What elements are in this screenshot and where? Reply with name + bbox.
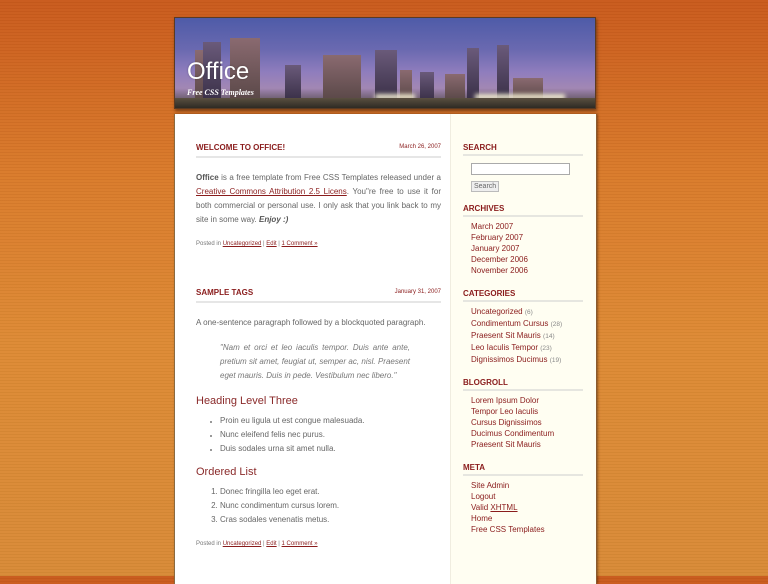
archive-link[interactable]: January 2007 — [471, 244, 520, 253]
category-count: (23) — [540, 345, 552, 352]
blogroll-link[interactable]: Praesent Sit Mauris — [471, 440, 541, 449]
post-body — [196, 171, 441, 227]
category-count: (14) — [543, 333, 555, 340]
free-css-templates-link[interactable]: Free CSS Templates — [471, 525, 545, 534]
list-item: 3. Cras sodales venenatis metus. — [220, 513, 441, 527]
post-meta — [196, 541, 441, 547]
categories-title: CATEGORIES — [463, 289, 583, 302]
category-link[interactable]: Uncategorized — [471, 307, 523, 316]
categories-section — [463, 289, 583, 366]
category-count: (28) — [550, 321, 563, 328]
ordered-list-heading: Ordered List — [196, 466, 257, 478]
separator: | — [261, 241, 267, 247]
valid-label: Valid — [471, 503, 491, 512]
home-link[interactable]: Home — [471, 514, 493, 523]
post-intro: A one-sentence paragraph followed by a blockquoted paragraph. — [196, 318, 426, 327]
category-link[interactable]: Leo Iaculis Tempor — [471, 343, 538, 352]
main-content — [175, 114, 450, 584]
archive-link[interactable]: February 2007 — [471, 233, 524, 242]
site-header — [174, 17, 596, 109]
ordered-list — [196, 485, 441, 527]
post-date: March 26, 2007 — [399, 144, 441, 150]
category-count: (19) — [549, 357, 562, 364]
blogroll-link[interactable]: Ducimus Condimentum — [471, 429, 555, 438]
post-sample-tags — [196, 288, 441, 547]
body-text: is a free template from Free CSS Templates released under a — [218, 173, 441, 182]
separator: | — [276, 541, 282, 547]
meta-section — [463, 463, 583, 535]
post-title[interactable]: WELCOME TO OFFICE! — [196, 143, 286, 152]
post-welcome — [196, 143, 441, 247]
archives-title: ARCHIVES — [463, 204, 583, 217]
license-link[interactable]: Creative Commons Attribution 2.5 Licens — [196, 187, 347, 196]
post-date: January 31, 2007 — [394, 289, 441, 295]
list-item: ▪ Nunc eleifend felis nec purus. — [220, 428, 441, 442]
bold-lead: Office — [196, 173, 219, 182]
archives-section — [463, 204, 583, 276]
blogroll-title: BLOGROLL — [463, 378, 583, 391]
blogroll-link[interactable]: Lorem Ipsum Dolor — [471, 396, 540, 405]
archive-link[interactable]: March 2007 — [471, 222, 514, 231]
category-link[interactable]: Uncategorized — [222, 541, 262, 547]
category-link[interactable]: Condimentum Cursus — [471, 319, 549, 328]
list-item: 1. Donec fringilla leo eget erat. — [220, 485, 441, 499]
category-link[interactable]: Uncategorized — [222, 241, 262, 247]
post-meta — [196, 241, 441, 247]
blogroll-link[interactable]: Tempor Leo Iaculis — [471, 407, 539, 416]
meta-title: META — [463, 463, 583, 476]
sidebar — [450, 114, 596, 584]
site-logo[interactable]: Office — [187, 58, 250, 85]
category-link[interactable]: Dignissimos Ducimus — [471, 355, 548, 364]
archive-link[interactable]: November 2006 — [471, 266, 528, 275]
blockquote: "Nam et orci et leo iaculis tempor. Duis ante ante, pretium sit amet, feugiat ut, semper ac, nisl. Praesent eget mauris. Duis in pede. Vestibulum nec libero." — [220, 343, 410, 380]
edit-link[interactable]: Edit — [266, 541, 277, 547]
posted-in-label: Posted in — [196, 541, 223, 547]
comments-link[interactable]: 1 Comment » — [281, 241, 318, 247]
bullet-list — [196, 414, 441, 456]
edit-link[interactable]: Edit — [266, 241, 277, 247]
list-item: ▪ Duis sodales urna sit amet nulla. — [220, 442, 441, 456]
blogroll-link[interactable]: Cursus Dignissimos — [471, 418, 542, 427]
list-item: 2. Nunc condimentum cursus lorem. — [220, 499, 441, 513]
archive-link[interactable]: December 2006 — [471, 255, 528, 264]
comments-link[interactable]: 1 Comment » — [281, 541, 318, 547]
posted-in-label: Posted in — [196, 241, 223, 247]
heading-level-three: Heading Level Three — [196, 395, 298, 407]
search-button[interactable]: Search — [471, 181, 499, 192]
valid-xhtml-link[interactable] — [471, 503, 518, 512]
search-title: SEARCH — [463, 143, 583, 156]
search-section — [463, 143, 583, 156]
separator: | — [276, 241, 282, 247]
post-title[interactable]: SAMPLE TAGS — [196, 288, 254, 297]
search-input[interactable] — [471, 163, 570, 175]
xhtml-abbr: XHTML — [490, 503, 518, 512]
blogroll-section — [463, 378, 583, 450]
category-link[interactable]: Praesent Sit Mauris — [471, 331, 541, 340]
site-slogan: Free CSS Templates — [187, 88, 254, 97]
enjoy-text: Enjoy :) — [258, 215, 289, 224]
list-item: ▪ Proin eu ligula ut est congue malesuada. — [220, 414, 441, 428]
category-count: (6) — [524, 309, 533, 316]
post-header — [196, 288, 441, 303]
logout-link[interactable]: Logout — [471, 492, 496, 501]
page-container — [174, 114, 597, 584]
post-header — [196, 143, 441, 158]
body-text: . You"re free to use it for both commercial or personal use. I only ask that you link back to my site in some way. — [196, 187, 441, 224]
site-admin-link[interactable]: Site Admin — [471, 481, 510, 490]
separator: | — [261, 541, 267, 547]
